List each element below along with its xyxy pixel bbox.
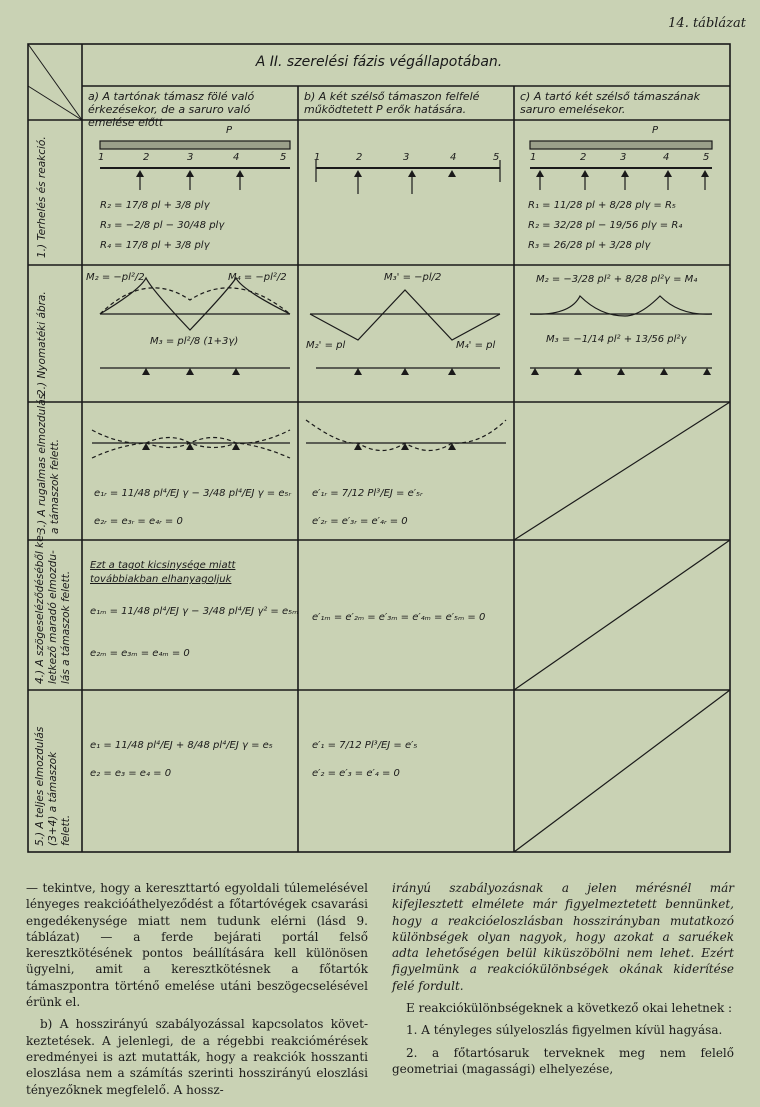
support-number: 3 [403,152,410,163]
formula: R₃ = 26/28 pl + 3/28 plγ [528,240,651,251]
formula: R₄ = 17/8 pl + 3/8 plγ [100,240,210,251]
formula: e′₂ = e′₃ = e′₄ = 0 [312,768,400,779]
note: Ezt a tagot kicsinysége miatt [90,560,236,571]
support-number: 2 [580,152,587,163]
formula: e₁ = 11/48 pl⁴/EJ + 8/48 pl⁴/EJ γ = e₅ [90,740,273,751]
formula: e′₂ᵣ = e′₃ᵣ = e′₄ᵣ = 0 [312,516,408,527]
support-number: 1 [98,152,105,163]
support-number: 3 [187,152,194,163]
paragraph: b) A hosszirányú szabályozással kapcsolatos következtetések. A jelenlegi, de a régebbi reakciómérések eredményei is azt mutatták, hogy a reakciók hosszanti eloszlása nem a számítás szerinti hosszirányú eloszlási tényezőknek megfelelő. A hossz- [26,1017,368,1097]
body-column-right [392,880,734,1083]
formula: e₁ₘ = 11/48 pl⁴/EJ γ − 3/48 pl⁴/EJ γ² = e₅ₘ [90,606,299,617]
support-number: 2 [356,152,363,163]
formula: e₂ = e₃ = e₄ = 0 [90,768,172,779]
support-number: 5 [280,152,287,163]
paragraph: irányú szabályozásnak a jelen mérésnél már kifejlesztett elmélete már figyelmeztetett bennünket, hogy a reakcióeloszlásban hosszirányban mutatkozó különbségek olyan nagyok, hogy azokat a saruékek adta lehetőségen belül kiküszöbölni nem lehet. Ezért figyelmünk a reakciókülönbségek okának kiderítése felé fordult. [392,881,734,993]
formula: e′₁ₘ = e′₂ₘ = e′₃ₘ = e′₄ₘ = e′₅ₘ = 0 [312,612,486,623]
formula: e₂ₘ = e₃ₘ = e₄ₘ = 0 [90,648,190,659]
formula: R₂ = 17/8 pl + 3/8 plγ [100,200,210,211]
main-header: A II. szerelési fázis végállapotában. [255,54,503,70]
paragraph: E reakciókülönbségeknek a következő okai lehetnek : [406,1001,733,1016]
deflection-diagram [92,420,506,458]
formula: e′₁ = 7/12 Pl³/EJ = e′₅ [312,740,418,751]
row-5-label: 5.) A teljes elmozdulás (3+4) a támaszok felett. [34,726,72,846]
row-2-label: 2.) Nyomatéki ábra. [36,291,48,396]
formula: R₂ = 32/28 pl − 19/56 plγ = R₄ [528,220,683,231]
row-3-label: 3.) A rugalmas elmozdulás a támaszok felett. [36,393,61,534]
support-number: 5 [703,152,710,163]
support-number: 2 [143,152,150,163]
formula: M₃ = pl²/8 (1+3γ) [150,336,239,347]
support-number: 3 [620,152,627,163]
formula: R₃ = −2/8 pl − 30/48 plγ [100,220,225,231]
support-number: 1 [530,152,537,163]
column-b-header: b) A két szélső támaszon felfelé működtetett P erők hatására. [304,90,480,116]
support-number: 4 [233,152,240,163]
column-a-header: a) A tartónak támasz fölé való érkezésekor, de a saruro való emelése előtt [88,90,255,129]
support-number: 4 [663,152,670,163]
formula: M₃ = −1/14 pl² + 13/56 pl²γ [546,334,687,345]
formula: M₃' = −pl/2 [384,272,442,283]
formula: e₁ᵣ = 11/48 pl⁴/EJ γ − 3/48 pl⁴/EJ γ = e₅ᵣ [94,488,292,499]
row-1-label: 1.) Terhelés és reakció. [36,136,48,258]
row-4-label: 4.) A szögeseléződéséből ke- letkező maradó elmozdu- lás a támaszok felett. [34,531,72,684]
load-label-c: P [652,125,659,136]
body-column-left [26,880,368,1104]
load-diagram [100,141,712,194]
formula: e′₁ᵣ = 7/12 Pl³/EJ = e′₅ᵣ [312,488,423,499]
formula: R₁ = 11/28 pl + 8/28 plγ = R₅ [528,200,676,211]
formula: e₂ᵣ = e₃ᵣ = e₄ᵣ = 0 [94,516,183,527]
support-number: 5 [493,152,500,163]
paragraph: 1. A tényleges súlyeloszlás figyelmen kívül hagyása. [406,1023,723,1038]
formula: M₂' = pl [306,340,346,351]
paragraph: 2. a főtartósaruk terveknek meg nem felelő geometriai (magassági) elhelyezése, [392,1045,734,1076]
formula: M₄' = pl [456,340,496,351]
support-number: 4 [450,152,457,163]
table-number: 14. táblázat [668,16,746,31]
formula: M₂ = −3/28 pl² + 8/28 pl²γ = M₄ [536,274,698,285]
load-label-a: P [226,125,233,136]
paragraph: — tekintve, hogy a kereszttartó egyoldali túlemelésével lényeges reakcióáthelyeződést a főtartóvégek csavarási engedékenysége miatt nem tudunk elérni (lásd 9. táblázat) — a ferde bejárati portál felső keresztkötésének pontos beállítására kell különösen ügyelni, amit a keresztkötésnek a főtartók támaszpontra történő emelése utáni beszögecselésével érünk el. [26,881,368,1010]
note: továbbiakban elhanyagoljuk [90,574,232,585]
formula: M₄ = −pl²/2 [228,272,287,283]
support-number: 1 [314,152,321,163]
moment-diagram [100,278,712,368]
column-c-header: c) A tartó két szélső támaszának saruro emelésekor. [520,90,701,116]
formula: M₂ = −pl²/2 [86,272,145,283]
